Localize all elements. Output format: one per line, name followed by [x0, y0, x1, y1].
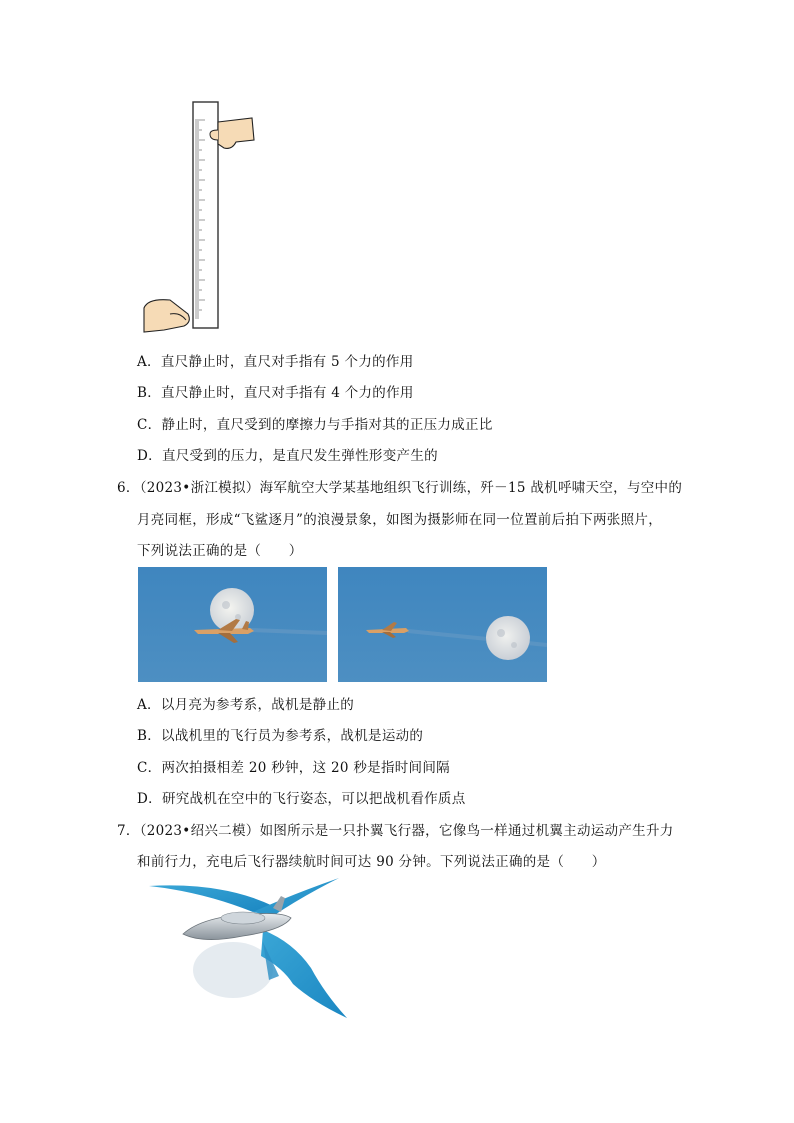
q5-option-d: D．直尺受到的压力，是直尺发生弹性形变产生的: [137, 448, 438, 464]
q7-stem-line-2: 和前行力，充电后飞行器续航时间可达 90 分钟。下列说法正确的是（ ）: [137, 854, 606, 870]
upper-hand: [218, 118, 254, 148]
upper-wing: [149, 885, 273, 912]
jet-moon-photo-1: [138, 567, 327, 682]
q5-option-c: C．静止时，直尺受到的摩擦力与手指对其的正压力成正比: [137, 417, 493, 433]
ruler-figure: [140, 100, 260, 338]
q6-option-b: B．以战机里的飞行员为参考系，战机是运动的: [137, 728, 424, 744]
q5-option-a: A．直尺静止时，直尺对手指有 5 个力的作用: [137, 354, 414, 370]
q6-option-d: D．研究战机在空中的飞行姿态，可以把战机看作质点: [137, 791, 466, 807]
q6-option-c: C．两次拍摄相差 20 秒钟，这 20 秒是指时间间隔: [137, 760, 450, 776]
jet-moon-photo-2: [338, 567, 547, 682]
q6-stem-line-3: 下列说法正确的是（ ）: [137, 543, 303, 559]
q5-option-b: B．直尺静止时，直尺对手指有 4 个力的作用: [137, 385, 414, 401]
q6-option-a: A．以月亮为参考系，战机是静止的: [137, 697, 355, 713]
flapping-wing-aircraft-figure: [143, 872, 353, 1022]
moon: [486, 616, 530, 660]
q6-stem-line-1: 6．（2023•浙江模拟）海军航空大学某基地组织飞行训练，歼－15 战机呼啸天空，与空中的: [117, 480, 683, 496]
q6-stem-line-2: 月亮同框，形成“飞鲨逐月”的浪漫景象，如图为摄影师在同一位置前后拍下两张照片，: [137, 512, 663, 528]
q7-stem-line-1: 7．（2023•绍兴二模）如图所示是一只扑翼飞行器，它像鸟一样通过机翼主动运动产生升力: [117, 823, 674, 839]
